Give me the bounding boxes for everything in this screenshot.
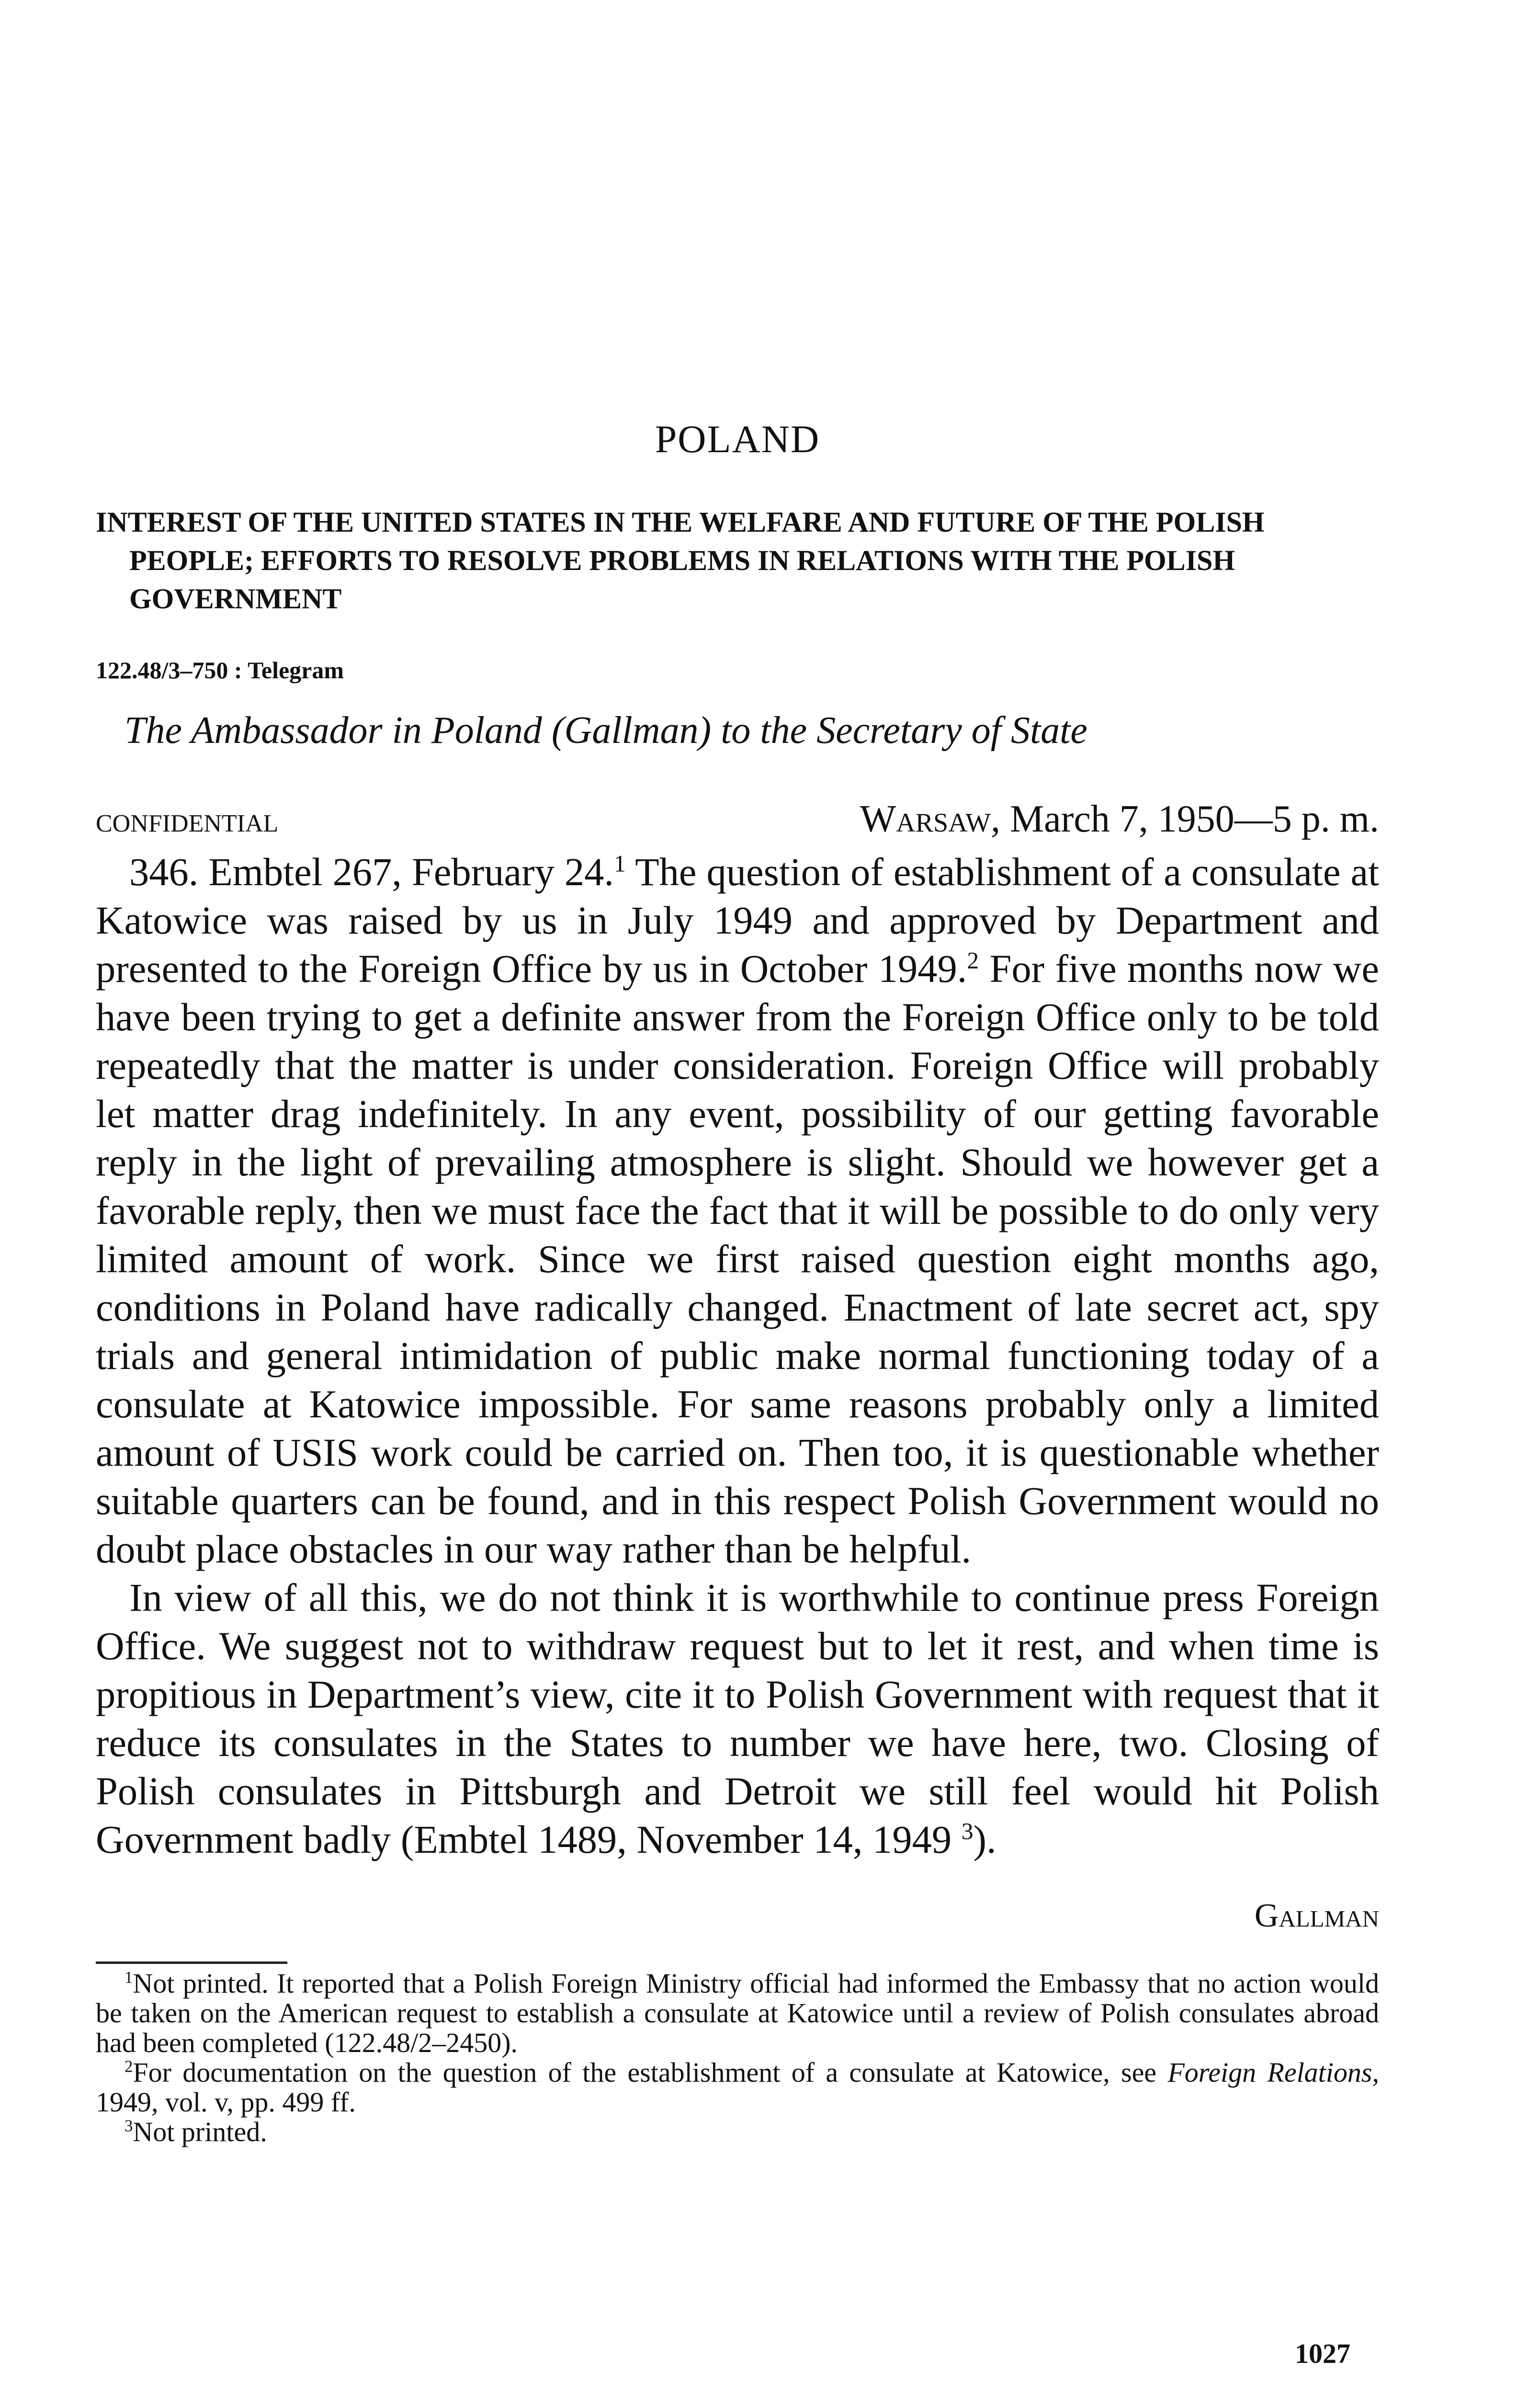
footnote-2-italic: Foreign Relations, bbox=[1167, 2057, 1379, 2088]
document-page bbox=[96, 0, 1379, 2395]
classification-label: CONFIDENTIAL bbox=[96, 810, 279, 837]
footnote-ref-1: 1 bbox=[614, 850, 626, 877]
footnote-1 bbox=[96, 1969, 1379, 2058]
paragraph-1 bbox=[96, 848, 1379, 1574]
footnote-3-text: Not printed. bbox=[133, 2116, 267, 2147]
footnote-3 bbox=[96, 2117, 1379, 2147]
telegram-body bbox=[96, 848, 1379, 1864]
footnote-2 bbox=[96, 2058, 1379, 2117]
place: Warsaw, bbox=[860, 798, 1000, 840]
country-title: POLAND bbox=[655, 417, 820, 461]
footnote-3-mark: 3 bbox=[125, 2116, 133, 2135]
paragraph-1-text-a: The question of establishment of a consulate at Katowice was raised by us in July 1949 and approved by Department and presented to the Foreign Office by us in October 1949. bbox=[96, 850, 1379, 991]
footnote-2-text-b: 1949, vol. v, pp. 499 ff. bbox=[96, 2087, 356, 2118]
signature: Gallman bbox=[1254, 1897, 1379, 1934]
footnote-1-mark: 1 bbox=[125, 1968, 133, 1987]
paragraph-1-text-b: For five months now we have been trying to get a definite answer from the Foreign Office only to be told repeatedly that the matter is under consideration. Foreign Office will probably let matter drag indefinitely. In any event, possibility of our getting favorable reply in the light of prevailing atmosphere is slight. Should we however get a favorable reply, then we must face the fact that it will be possible to do only very limited amount of work. Since we first raised question eight months ago, conditions in Poland have radically changed. Enactment of late secret act, spy trials and general intimidation of public make normal functioning today of a consulate at Katowice impossible. For same reasons probably only a limited amount of USIS work could be carried on. Then too, it is questionable whether suitable quarters can be found, and in this respect Polish Government would no doubt place obstacles in our way rather than be helpful. bbox=[96, 947, 1379, 1571]
footnote-ref-3: 3 bbox=[961, 1818, 974, 1845]
sender-recipient-line: The Ambassador in Poland (Gallman) to the Secretary of State bbox=[125, 709, 1087, 752]
footnote-2-text-a: For documentation on the question of the establishment of a consulate at Katowice, see bbox=[133, 2057, 1168, 2088]
place-date-line bbox=[860, 798, 1379, 841]
paragraph-2-text: In view of all this, we do not think it is worthwhile to continue press Foreign Office. We suggest not to withdraw request but to let it rest, and when time is propitious in Department’s view, cite it to Polish Government with request that it reduce its consulates in the States to number we have here, two. Closing of Polish consulates in Pittsburgh and Detroit we still feel would hit Polish Government badly (Embtel 1489, November 14, 1949 bbox=[96, 1575, 1379, 1861]
footnote-ref-2: 2 bbox=[967, 947, 979, 974]
footnote-2-mark: 2 bbox=[125, 2057, 133, 2076]
file-reference: 122.48/3–750 : Telegram bbox=[96, 657, 344, 684]
paragraph-1-lead: 346. Embtel 267, February 24. bbox=[129, 850, 614, 894]
paragraph-2-closing: ). bbox=[973, 1817, 996, 1861]
footnotes bbox=[96, 1969, 1379, 2147]
footnote-1-text: Not printed. It reported that a Polish Foreign Ministry official had informed the Embassy that no action would be taken on the American request to establish a consulate at Katowice until a review of Polish consulates abroad had been completed (122.48/2–2450). bbox=[96, 1968, 1379, 2058]
section-heading: INTEREST OF THE UNITED STATES IN THE WELFARE AND FUTURE OF THE POLISH PEOPLE; EFFORTS TO RESOLVE PROBLEMS IN RELATIONS WITH THE POLISH GOVERNMENT bbox=[96, 506, 1265, 615]
date: March 7, 1950—5 p. m. bbox=[1009, 798, 1379, 840]
paragraph-2 bbox=[96, 1574, 1379, 1864]
page-number: 1027 bbox=[1295, 2338, 1350, 2369]
footnote-divider bbox=[96, 1962, 287, 1964]
